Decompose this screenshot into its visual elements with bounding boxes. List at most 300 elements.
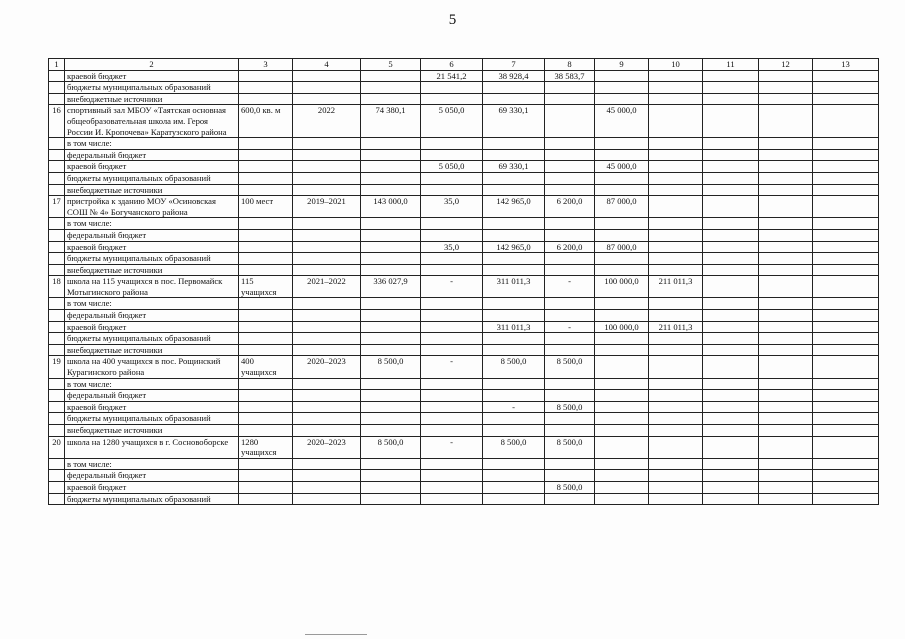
value-cell (545, 425, 595, 437)
value-cell (421, 458, 483, 470)
value-cell (759, 470, 813, 482)
table-row (49, 276, 879, 298)
value-cell: 8 500,0 (545, 436, 595, 458)
row-number-cell (49, 184, 65, 196)
value-cell (483, 138, 545, 150)
value-cell: 8 500,0 (545, 401, 595, 413)
value-cell (421, 229, 483, 241)
value-cell (293, 310, 361, 322)
value-cell (483, 298, 545, 310)
value-cell (239, 458, 293, 470)
value-cell (361, 149, 421, 161)
item-name-cell: бюджеты муниципальных образований (65, 413, 239, 425)
value-cell (483, 458, 545, 470)
value-cell (759, 172, 813, 184)
table-row (49, 264, 879, 276)
value-cell (649, 333, 703, 345)
value-cell (595, 425, 649, 437)
value-cell: 115 учащихся (239, 276, 293, 298)
row-number-cell (49, 82, 65, 94)
value-cell (813, 458, 879, 470)
value-cell (759, 93, 813, 105)
value-cell (813, 253, 879, 265)
value-cell (545, 93, 595, 105)
value-cell (759, 70, 813, 82)
value-cell (239, 264, 293, 276)
value-cell (813, 264, 879, 276)
value-cell (595, 82, 649, 94)
value-cell (293, 470, 361, 482)
value-cell (703, 378, 759, 390)
row-number-cell (49, 390, 65, 402)
value-cell (595, 401, 649, 413)
table-row (49, 458, 879, 470)
value-cell (759, 149, 813, 161)
value-cell (595, 481, 649, 493)
item-name-cell: внебюджетные источники (65, 425, 239, 437)
value-cell (421, 401, 483, 413)
value-cell (483, 413, 545, 425)
value-cell (421, 82, 483, 94)
value-cell (703, 470, 759, 482)
value-cell (759, 196, 813, 218)
value-cell (649, 138, 703, 150)
value-cell (239, 70, 293, 82)
value-cell: 5 050,0 (421, 105, 483, 138)
value-cell (813, 172, 879, 184)
value-cell (595, 70, 649, 82)
value-cell (813, 401, 879, 413)
value-cell (703, 481, 759, 493)
row-number-cell (49, 344, 65, 356)
value-cell (483, 493, 545, 505)
value-cell (649, 229, 703, 241)
value-cell (595, 310, 649, 322)
value-cell (813, 481, 879, 493)
value-cell (703, 436, 759, 458)
item-name-cell: краевой бюджет (65, 70, 239, 82)
value-cell: 8 500,0 (483, 356, 545, 378)
value-cell (595, 298, 649, 310)
value-cell (293, 264, 361, 276)
table-row (49, 390, 879, 402)
table-row (49, 413, 879, 425)
value-cell (703, 413, 759, 425)
value-cell (759, 401, 813, 413)
scan-mark (305, 634, 367, 635)
column-number-10: 10 (649, 59, 703, 71)
value-cell: - (545, 321, 595, 333)
value-cell (421, 172, 483, 184)
value-cell (293, 378, 361, 390)
value-cell: 8 500,0 (545, 481, 595, 493)
column-number-13: 13 (813, 59, 879, 71)
header-row (49, 59, 879, 71)
value-cell (421, 333, 483, 345)
item-name-cell: внебюджетные источники (65, 264, 239, 276)
value-cell (239, 138, 293, 150)
value-cell: 211 011,3 (649, 276, 703, 298)
value-cell (759, 105, 813, 138)
value-cell: 69 330,1 (483, 105, 545, 138)
value-cell (293, 172, 361, 184)
value-cell (595, 378, 649, 390)
row-number-cell (49, 93, 65, 105)
table-row (49, 470, 879, 482)
value-cell (649, 470, 703, 482)
value-cell (703, 390, 759, 402)
value-cell (759, 425, 813, 437)
budget-table (48, 58, 879, 505)
row-number-cell (49, 172, 65, 184)
value-cell (361, 298, 421, 310)
value-cell (703, 425, 759, 437)
value-cell (239, 184, 293, 196)
value-cell (293, 390, 361, 402)
value-cell: - (483, 401, 545, 413)
value-cell: 5 050,0 (421, 161, 483, 173)
value-cell (239, 493, 293, 505)
value-cell (813, 138, 879, 150)
value-cell (239, 413, 293, 425)
value-cell (595, 333, 649, 345)
table-row (49, 172, 879, 184)
value-cell: 8 500,0 (483, 436, 545, 458)
table-header (49, 59, 879, 71)
value-cell (595, 493, 649, 505)
item-name-cell: в том числе: (65, 218, 239, 230)
value-cell (813, 184, 879, 196)
value-cell (649, 356, 703, 378)
table-row (49, 82, 879, 94)
value-cell (649, 344, 703, 356)
value-cell: 6 200,0 (545, 196, 595, 218)
table-body (49, 70, 879, 505)
value-cell: 2021–2022 (293, 276, 361, 298)
value-cell (813, 356, 879, 378)
value-cell (703, 161, 759, 173)
value-cell (545, 493, 595, 505)
value-cell (239, 172, 293, 184)
column-number-1: 1 (49, 59, 65, 71)
value-cell (421, 390, 483, 402)
value-cell (545, 413, 595, 425)
value-cell (545, 105, 595, 138)
value-cell (703, 196, 759, 218)
value-cell (813, 333, 879, 345)
value-cell (239, 425, 293, 437)
value-cell (813, 229, 879, 241)
value-cell (759, 458, 813, 470)
value-cell: 336 027,9 (361, 276, 421, 298)
item-name-cell: школа на 115 учащихся в пос. Первомайск Мотыгинского района (65, 276, 239, 298)
item-name-cell: внебюджетные источники (65, 184, 239, 196)
item-name-cell: федеральный бюджет (65, 149, 239, 161)
value-cell (545, 470, 595, 482)
value-cell (759, 481, 813, 493)
value-cell (545, 333, 595, 345)
value-cell (649, 264, 703, 276)
value-cell (595, 356, 649, 378)
value-cell (293, 413, 361, 425)
value-cell (649, 390, 703, 402)
table-row (49, 253, 879, 265)
value-cell (649, 481, 703, 493)
row-number-cell (49, 310, 65, 322)
value-cell (703, 172, 759, 184)
value-cell (759, 436, 813, 458)
value-cell (649, 298, 703, 310)
value-cell (703, 253, 759, 265)
value-cell (361, 310, 421, 322)
value-cell: 311 011,3 (483, 321, 545, 333)
value-cell: 45 000,0 (595, 105, 649, 138)
value-cell (595, 436, 649, 458)
value-cell (239, 298, 293, 310)
value-cell (813, 378, 879, 390)
value-cell (759, 138, 813, 150)
value-cell (595, 93, 649, 105)
value-cell (813, 70, 879, 82)
value-cell: 2019–2021 (293, 196, 361, 218)
value-cell (703, 93, 759, 105)
value-cell (703, 298, 759, 310)
value-cell (595, 344, 649, 356)
value-cell (483, 378, 545, 390)
value-cell (545, 298, 595, 310)
value-cell (759, 344, 813, 356)
item-name-cell: бюджеты муниципальных образований (65, 172, 239, 184)
value-cell (703, 264, 759, 276)
value-cell (293, 253, 361, 265)
table-row (49, 436, 879, 458)
value-cell (293, 229, 361, 241)
value-cell (649, 401, 703, 413)
value-cell (649, 184, 703, 196)
table-row (49, 333, 879, 345)
row-number-cell (49, 481, 65, 493)
value-cell (421, 413, 483, 425)
value-cell (361, 425, 421, 437)
value-cell: 8 500,0 (361, 356, 421, 378)
value-cell (813, 310, 879, 322)
value-cell (293, 333, 361, 345)
value-cell (595, 172, 649, 184)
value-cell (483, 229, 545, 241)
value-cell (361, 93, 421, 105)
value-cell (703, 458, 759, 470)
value-cell (361, 481, 421, 493)
value-cell (703, 493, 759, 505)
value-cell (649, 413, 703, 425)
value-cell (649, 149, 703, 161)
value-cell: 2020–2023 (293, 436, 361, 458)
value-cell: 400 учащихся (239, 356, 293, 378)
value-cell: 38 928,4 (483, 70, 545, 82)
value-cell (545, 310, 595, 322)
value-cell (483, 481, 545, 493)
value-cell (595, 138, 649, 150)
value-cell (703, 138, 759, 150)
value-cell: 143 000,0 (361, 196, 421, 218)
value-cell (759, 229, 813, 241)
value-cell (421, 310, 483, 322)
value-cell (595, 458, 649, 470)
value-cell (239, 241, 293, 253)
value-cell (703, 241, 759, 253)
table-row (49, 310, 879, 322)
item-name-cell: бюджеты муниципальных образований (65, 82, 239, 94)
value-cell (595, 470, 649, 482)
value-cell (361, 172, 421, 184)
value-cell (361, 229, 421, 241)
value-cell (239, 310, 293, 322)
value-cell: 311 011,3 (483, 276, 545, 298)
item-name-cell: в том числе: (65, 378, 239, 390)
value-cell (649, 378, 703, 390)
value-cell (483, 470, 545, 482)
row-number-cell (49, 138, 65, 150)
value-cell (483, 425, 545, 437)
value-cell (703, 310, 759, 322)
row-number-cell (49, 218, 65, 230)
value-cell (239, 378, 293, 390)
value-cell (649, 218, 703, 230)
value-cell: 100 мест (239, 196, 293, 218)
value-cell: - (421, 356, 483, 378)
item-name-cell: бюджеты муниципальных образований (65, 333, 239, 345)
item-name-cell: в том числе: (65, 458, 239, 470)
column-number-11: 11 (703, 59, 759, 71)
value-cell (813, 218, 879, 230)
value-cell (293, 344, 361, 356)
value-cell (361, 82, 421, 94)
column-number-8: 8 (545, 59, 595, 71)
value-cell (545, 82, 595, 94)
value-cell (649, 436, 703, 458)
value-cell (421, 321, 483, 333)
value-cell (703, 356, 759, 378)
value-cell (293, 425, 361, 437)
value-cell (293, 493, 361, 505)
value-cell (239, 344, 293, 356)
value-cell (759, 493, 813, 505)
value-cell: 69 330,1 (483, 161, 545, 173)
value-cell: 74 380,1 (361, 105, 421, 138)
item-name-cell: внебюджетные источники (65, 344, 239, 356)
value-cell (361, 390, 421, 402)
value-cell (239, 218, 293, 230)
value-cell (483, 93, 545, 105)
row-number-cell (49, 253, 65, 265)
row-number-cell (49, 298, 65, 310)
column-number-4: 4 (293, 59, 361, 71)
value-cell (703, 344, 759, 356)
table-row (49, 481, 879, 493)
value-cell (293, 70, 361, 82)
value-cell (239, 321, 293, 333)
value-cell (703, 184, 759, 196)
value-cell (649, 253, 703, 265)
item-name-cell: в том числе: (65, 138, 239, 150)
item-name-cell: пристройка к зданию МОУ «Осиновская СОШ № 4» Богучанского района (65, 196, 239, 218)
value-cell (239, 93, 293, 105)
value-cell (759, 184, 813, 196)
value-cell: 211 011,3 (649, 321, 703, 333)
value-cell: 21 541,2 (421, 70, 483, 82)
value-cell (813, 276, 879, 298)
row-number-cell (49, 378, 65, 390)
value-cell (545, 229, 595, 241)
table-row (49, 105, 879, 138)
value-cell (813, 413, 879, 425)
value-cell (813, 105, 879, 138)
table-row (49, 93, 879, 105)
value-cell (759, 378, 813, 390)
value-cell (293, 161, 361, 173)
row-number-cell: 17 (49, 196, 65, 218)
value-cell (545, 161, 595, 173)
row-number-cell (49, 493, 65, 505)
value-cell (421, 93, 483, 105)
value-cell (813, 470, 879, 482)
value-cell: 2020–2023 (293, 356, 361, 378)
value-cell (703, 333, 759, 345)
value-cell (759, 276, 813, 298)
value-cell (703, 105, 759, 138)
value-cell (239, 401, 293, 413)
value-cell (703, 70, 759, 82)
item-name-cell: краевой бюджет (65, 481, 239, 493)
value-cell (649, 196, 703, 218)
value-cell (759, 82, 813, 94)
value-cell (545, 218, 595, 230)
table-row (49, 493, 879, 505)
value-cell (759, 253, 813, 265)
value-cell: - (421, 276, 483, 298)
item-name-cell: краевой бюджет (65, 401, 239, 413)
value-cell: 8 500,0 (361, 436, 421, 458)
item-name-cell: федеральный бюджет (65, 229, 239, 241)
table-row (49, 149, 879, 161)
table-row (49, 196, 879, 218)
value-cell (421, 253, 483, 265)
value-cell (361, 321, 421, 333)
value-cell (759, 161, 813, 173)
value-cell (813, 493, 879, 505)
row-number-cell: 19 (49, 356, 65, 378)
value-cell (293, 184, 361, 196)
value-cell (361, 401, 421, 413)
value-cell (813, 298, 879, 310)
item-name-cell: школа на 400 учащихся в пос. Рощинский Курагинского района (65, 356, 239, 378)
value-cell (649, 241, 703, 253)
value-cell (293, 241, 361, 253)
value-cell (545, 184, 595, 196)
value-cell (703, 149, 759, 161)
value-cell (595, 229, 649, 241)
value-cell: 8 500,0 (545, 356, 595, 378)
value-cell (759, 310, 813, 322)
value-cell (361, 378, 421, 390)
item-name-cell: спортивный зал МБОУ «Таятская основная общеобразовательная школа им. Героя России И. Кропочева» Каратузского района (65, 105, 239, 138)
value-cell (649, 105, 703, 138)
value-cell (239, 253, 293, 265)
value-cell: 45 000,0 (595, 161, 649, 173)
value-cell: 142 965,0 (483, 196, 545, 218)
row-number-cell (49, 413, 65, 425)
column-number-6: 6 (421, 59, 483, 71)
